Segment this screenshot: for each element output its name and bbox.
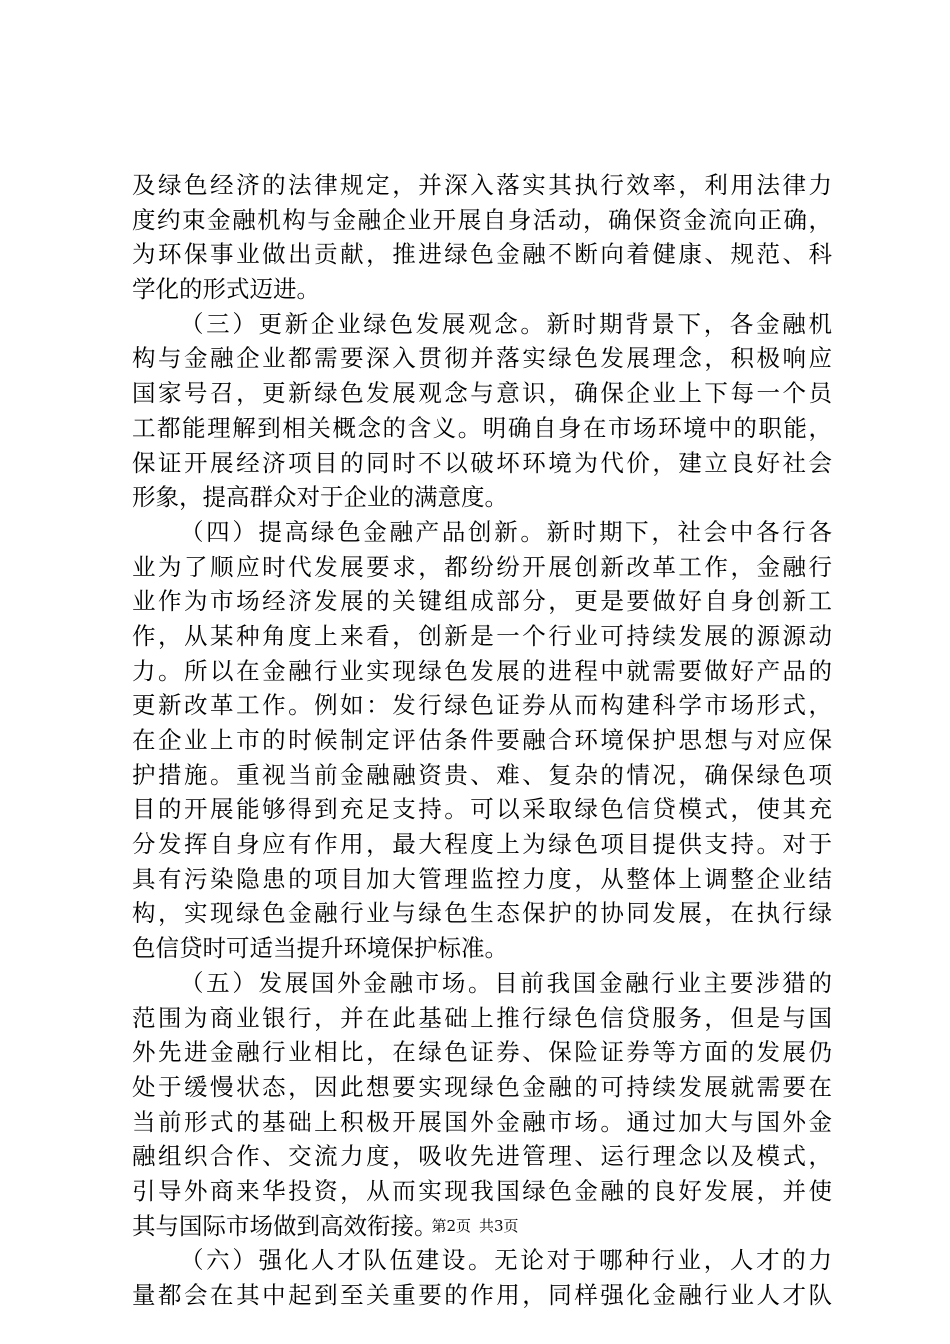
text-line: 作，从某种角度上来看，创新是一个行业可持续发展的源源动 <box>132 621 832 650</box>
text-line: 具有污染隐患的项目加大管理监控力度，从整体上调整企业结 <box>132 864 832 893</box>
text-line: 色信贷时可适当提升环境保护标准。 <box>132 934 508 963</box>
text-line: 学化的形式迈进。 <box>132 275 320 304</box>
text-line: 业作为市场经济发展的关键组成部分，更是要做好自身创新工 <box>132 587 832 616</box>
text-line: 国家号召，更新绿色发展观念与意识，确保企业上下每一个员 <box>132 379 832 408</box>
text-line: 当前形式的基础上积极开展国外金融市场。通过加大与国外金 <box>132 1107 832 1136</box>
text-line: 分发挥自身应有作用，最大程度上为绿色项目提供支持。对于 <box>132 830 832 859</box>
text-line: 形象，提高群众对于企业的满意度。 <box>132 483 508 512</box>
text-line: （五）发展国外金融市场。目前我国金融行业主要涉猎的 <box>180 968 832 997</box>
page-total: 共3页 <box>479 1217 519 1235</box>
text-line: 外先进金融行业相比，在绿色证券、保险证券等方面的发展仍 <box>132 1038 832 1067</box>
text-line: 在企业上市的时候制定评估条件要融合环境保护思想与对应保 <box>132 726 832 754</box>
page-number: 第2页 <box>431 1217 471 1235</box>
text-line: 工都能理解到相关概念的含义。明确自身在市场环境中的职能， <box>132 413 832 442</box>
text-line: （四）提高绿色金融产品创新。新时期下，社会中各行各 <box>180 517 832 546</box>
text-line: 度约束金融机构与金融企业开展自身活动，确保资金流向正确， <box>132 205 832 234</box>
text-line: 目的开展能够得到充足支持。可以采取绿色信贷模式，使其充 <box>132 795 832 824</box>
text-line: 护措施。重视当前金融融资贵、难、复杂的情况，确保绿色项 <box>132 760 832 789</box>
text-line: 力。所以在金融行业实现绿色发展的进程中就需要做好产品的 <box>132 656 832 685</box>
text-line: 处于缓慢状态，因此想要实现绿色金融的可持续发展就需要在 <box>132 1072 832 1101</box>
text-line: 为环保事业做出贡献，推进绿色金融不断向着健康、规范、科 <box>132 240 832 269</box>
text-line: （三）更新企业绿色发展观念。新时期背景下，各金融机 <box>180 309 832 338</box>
page-footer <box>0 1216 950 1236</box>
text-line: 量都会在其中起到至关重要的作用，同样强化金融行业人才队 <box>132 1281 832 1309</box>
text-line: 保证开展经济项目的同时不以破坏环境为代价，建立良好社会 <box>132 448 832 477</box>
text-line: 范围为商业银行，并在此基础上推行绿色信贷服务，但是与国 <box>132 1003 832 1032</box>
text-line: 引导外商来华投资，从而实现我国绿色金融的良好发展，并使 <box>132 1176 832 1205</box>
text-line: 构，实现绿色金融行业与绿色生态保护的协同发展，在执行绿 <box>132 899 832 928</box>
body-text <box>132 168 832 1313</box>
text-line: 构与金融企业都需要深入贯彻并落实绿色发展理念，积极响应 <box>132 344 832 373</box>
text-line: 其与国际市场做到高效衔接。 <box>132 1211 438 1240</box>
text-line: 业为了顺应时代发展要求，都纷纷开展创新改革工作，金融行 <box>132 552 832 581</box>
text-line: 更新改革工作。例如：发行绿色证券从而构建科学市场形式， <box>132 691 832 720</box>
text-line: （六）强化人才队伍建设。无论对于哪种行业，人才的力 <box>180 1246 832 1275</box>
text-line: 及绿色经济的法律规定，并深入落实其执行效率，利用法律力 <box>132 171 832 199</box>
text-line: 融组织合作、交流力度，吸收先进管理、运行理念以及模式， <box>132 1142 832 1171</box>
